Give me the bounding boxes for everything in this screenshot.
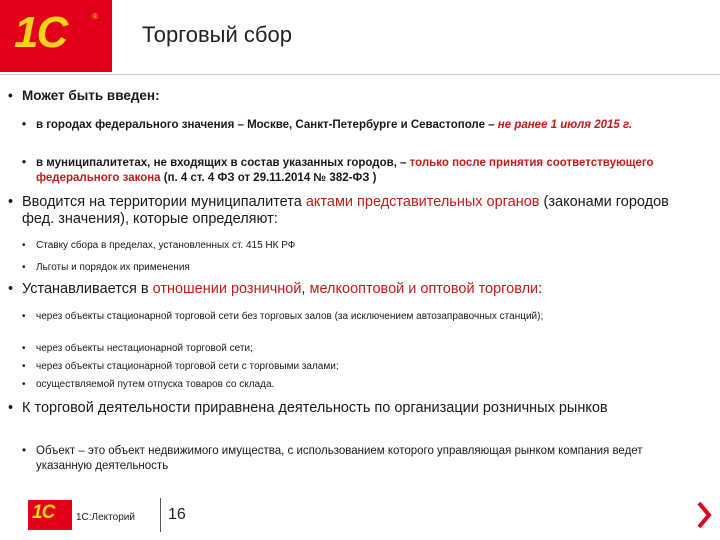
bullet-level2: • Объект – это объект недвижимого имущества, с использованием которого управляющая рынком компания ведет указанную деятельность (22, 445, 643, 472)
page-number: 16 (168, 506, 186, 523)
chevron-right-icon[interactable] (696, 500, 712, 530)
bullet-level2: • осуществляемой путем отпуска товаров со склада. (22, 379, 275, 390)
highlight-text: не ранее 1 июля 2015 г. (497, 119, 633, 131)
bullet-level1: • Устанавливается в отношении розничной, мелкооптовой и оптовой торговли: (8, 281, 543, 297)
bullet-level2: • через объекты нестационарной торговой сети; (22, 343, 253, 354)
footer-logo (28, 500, 72, 530)
bullet-level2: • через объекты стационарной торговой сети с торговыми залами; (22, 361, 339, 372)
bullet-icon: • (22, 157, 27, 169)
highlight-text: актами представительных органов (305, 194, 540, 210)
bullet-icon: • (8, 281, 14, 297)
highlight-text: только после принятия соответствующего федерального закона (36, 157, 654, 184)
bullet-icon: • (22, 379, 26, 390)
bullet-icon: • (8, 194, 14, 210)
highlight-text: отношении розничной (152, 281, 302, 297)
brand-logo (0, 0, 112, 72)
bullet-icon: • (8, 88, 13, 103)
bullet-level2: • Ставку сбора в пределах, установленных ст. 415 НК РФ (22, 240, 296, 251)
page-title: Торговый сбор (142, 22, 292, 47)
bullet-icon: • (22, 311, 26, 322)
header-divider (0, 74, 720, 75)
bullet-level2: • через объекты стационарной торговой сети без торговых залов (за исключением автозаправочных станций); (22, 311, 544, 322)
bullet-icon: • (8, 400, 14, 416)
footer-label: 1С:Лекторий (76, 512, 135, 523)
bullet-icon: • (22, 361, 26, 372)
footer-divider (160, 498, 161, 532)
bullet-level2: • Льготы и порядок их применения (22, 262, 190, 273)
registered-mark-icon: ® (92, 12, 98, 21)
bullet-level1: • Может быть введен: (8, 88, 160, 103)
highlight-text: мелкооптовой и оптовой торговли (309, 281, 539, 297)
footer-logo-text: 1С (32, 502, 55, 523)
bullet-icon: • (22, 240, 26, 251)
bullet-icon: • (22, 262, 26, 273)
bullet-level1: • К торговой деятельности приравнена деятельность по организации розничных рынков (8, 400, 608, 416)
bullet-level2: • в городах федерального значения – Москве, Санкт-Петербурге и Севастополе – не ранее 1 июля 2015 г. (22, 119, 633, 131)
bullet-icon: • (22, 343, 26, 354)
bullet-level1: • Вводится на территории муниципалитета актами представительных органов (законами городов фед. значения), которые определяют: (8, 194, 669, 227)
bullet-icon: • (22, 119, 27, 131)
bullet-icon: • (22, 445, 27, 457)
bullet-level2: • в муниципалитетах, не входящих в состав указанных городов, – только после принятия соответствующего федерального закона (п. 4 ст. 4 ФЗ от 29.11.2014 № 382-ФЗ ) (22, 157, 654, 184)
brand-logo-text: 1С (14, 8, 67, 57)
